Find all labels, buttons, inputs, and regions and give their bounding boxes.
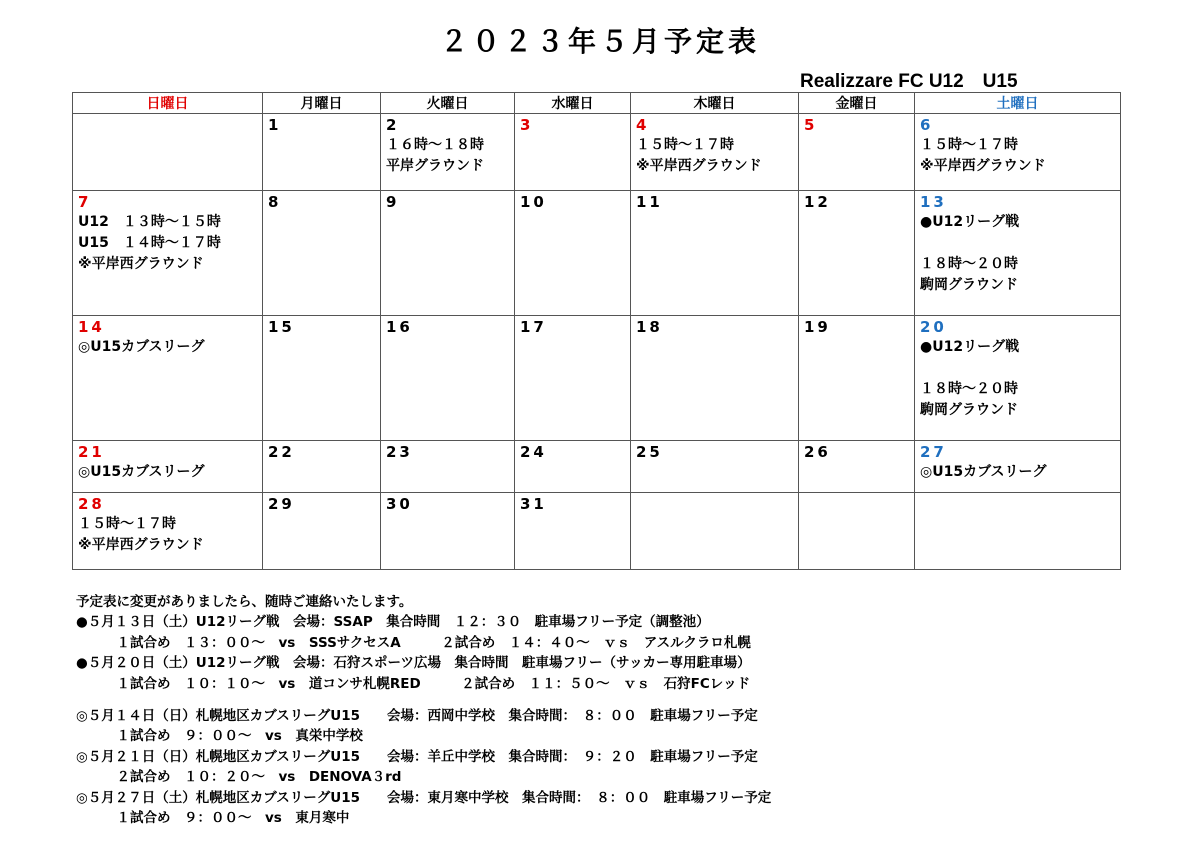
calendar-day-cell bbox=[515, 493, 631, 570]
calendar-day-cell bbox=[915, 441, 1121, 493]
weekday-header-tuesday: 火曜日 bbox=[381, 93, 515, 114]
calendar-day-cell bbox=[73, 493, 263, 570]
calendar-day-cell bbox=[263, 315, 381, 440]
day-number: 6 bbox=[920, 116, 934, 134]
day-number: 26 bbox=[804, 443, 831, 462]
day-number: 23 bbox=[386, 443, 413, 462]
calendar-day-cell bbox=[799, 441, 915, 493]
day-event-line: １５時～１７時 bbox=[78, 516, 176, 533]
calendar-day-cell bbox=[631, 315, 799, 440]
calendar-day-cell bbox=[631, 114, 799, 191]
schedule-note-line: ●５月１３日（土）U12リーグ戦 会場：SSAP 集合時間 １２：３０ 駐車場フリー予定（調整池） bbox=[76, 614, 710, 631]
weekday-header-wednesday: 水曜日 bbox=[515, 93, 631, 114]
day-number: 27 bbox=[920, 443, 947, 462]
weekday-header-monday: 月曜日 bbox=[263, 93, 381, 114]
day-event-line: １８時～２０時 bbox=[920, 255, 1018, 272]
calendar-day-cell bbox=[515, 315, 631, 440]
calendar-day-cell bbox=[915, 315, 1121, 440]
schedule-note-line: ◎５月１４日（日）札幌地区カブスリーグU15 会場：西岡中学校 集合時間： ８：００ 駐車場フリー予定 bbox=[76, 708, 758, 725]
day-event-line: ※平岸西グラウンド bbox=[78, 537, 204, 554]
calendar-day-cell bbox=[381, 114, 515, 191]
calendar-day-cell bbox=[73, 441, 263, 493]
day-number: 28 bbox=[78, 495, 105, 514]
day-number bbox=[78, 116, 257, 135]
calendar-week-row bbox=[73, 441, 1121, 493]
day-event-line: U12 １３時～１５時 bbox=[78, 213, 221, 230]
day-number: 25 bbox=[636, 443, 663, 462]
calendar-day-cell bbox=[263, 190, 381, 315]
day-number: 19 bbox=[804, 317, 831, 336]
day-number: 5 bbox=[804, 116, 818, 134]
day-number: 20 bbox=[920, 317, 947, 336]
schedule-note-line: ●５月２０日（土）U12リーグ戦 会場：石狩スポーツ広場 集合時間 駐車場フリー（サッカー専用駐車場） bbox=[76, 655, 751, 672]
day-event-line: ※平岸西グラウンド bbox=[78, 255, 204, 272]
calendar-day-cell bbox=[263, 114, 381, 191]
calendar-week-row bbox=[73, 114, 1121, 191]
day-number: 9 bbox=[386, 192, 400, 211]
calendar-body bbox=[73, 114, 1121, 570]
schedule-note-line: ２試合め １０：２０～ vs DENOVA３rd bbox=[76, 769, 402, 786]
day-number: 7 bbox=[78, 192, 92, 211]
day-event-line: ※平岸西グラウンド bbox=[920, 158, 1046, 174]
day-event-line: ◎U15カブスリーグ bbox=[920, 464, 1047, 481]
calendar-day-cell bbox=[263, 493, 381, 570]
calendar-day-cell bbox=[73, 190, 263, 315]
day-number: 17 bbox=[520, 317, 547, 336]
weekday-header-saturday: 土曜日 bbox=[915, 93, 1121, 114]
weekday-header-sunday: 日曜日 bbox=[73, 93, 263, 114]
day-number: 15 bbox=[268, 317, 295, 336]
day-number: 24 bbox=[520, 443, 547, 462]
day-number: 3 bbox=[520, 116, 534, 134]
day-number: 14 bbox=[78, 317, 105, 336]
day-number: 30 bbox=[386, 495, 413, 514]
weekday-header-thursday: 木曜日 bbox=[631, 93, 799, 114]
day-event-line bbox=[920, 233, 1115, 254]
calendar-day-cell bbox=[73, 315, 263, 440]
calendar-day-cell bbox=[631, 441, 799, 493]
calendar-day-cell bbox=[381, 190, 515, 315]
day-number: 31 bbox=[520, 495, 547, 514]
day-event-line: ◎U15カブスリーグ bbox=[78, 464, 205, 481]
day-event-line: １６時～１８時 bbox=[386, 137, 484, 153]
weekday-header-friday: 金曜日 bbox=[799, 93, 915, 114]
day-event-line: １５時～１７時 bbox=[636, 137, 734, 153]
schedule-note-line: ◎５月２７日（土）札幌地区カブスリーグU15 会場：東月寒中学校 集合時間： ８：００ 駐車場フリー予定 bbox=[76, 789, 772, 806]
schedule-note-line: １試合め ９：００～ vs 真栄中学校 bbox=[76, 728, 363, 745]
page-title: ２０２３年５月予定表 bbox=[439, 25, 760, 58]
schedule-note-line bbox=[76, 694, 771, 706]
schedule-note-line: 予定表に変更がありましたら、随時ご連絡いたします。 bbox=[76, 594, 413, 610]
calendar-week-row bbox=[73, 190, 1121, 315]
schedule-note-line: １試合め ９：００～ vs 東月寒中 bbox=[76, 810, 350, 827]
calendar-day-cell bbox=[381, 315, 515, 440]
day-number bbox=[804, 495, 909, 514]
calendar-table bbox=[72, 92, 1121, 570]
calendar-day-cell bbox=[799, 493, 915, 570]
day-number: 16 bbox=[386, 317, 413, 336]
day-number: 21 bbox=[78, 443, 105, 462]
day-number: 2 bbox=[386, 116, 400, 134]
day-event-line: ※平岸西グラウンド bbox=[636, 158, 762, 174]
day-number bbox=[636, 495, 793, 514]
schedule-note-line: ◎５月２１日（日）札幌地区カブスリーグU15 会場：羊丘中学校 集合時間： ９：２０ 駐車場フリー予定 bbox=[76, 748, 758, 765]
day-event-line: 平岸グラウンド bbox=[386, 158, 484, 174]
day-event-line: ●U12リーグ戦 bbox=[920, 338, 1020, 355]
calendar-week-row bbox=[73, 315, 1121, 440]
day-number: 1 bbox=[268, 116, 282, 134]
calendar-day-cell bbox=[915, 190, 1121, 315]
day-event-line: 駒岡グラウンド bbox=[920, 401, 1018, 418]
day-number: 22 bbox=[268, 443, 295, 462]
day-event-line: １８時～２０時 bbox=[920, 380, 1018, 397]
calendar-day-cell bbox=[515, 114, 631, 191]
calendar-day-cell bbox=[799, 114, 915, 191]
calendar-day-cell bbox=[381, 441, 515, 493]
calendar-day-cell bbox=[799, 315, 915, 440]
day-event-line: １５時～１７時 bbox=[920, 137, 1018, 153]
club-name: Realizzare FC U12 U15 bbox=[800, 71, 1018, 92]
calendar-week-row bbox=[73, 493, 1121, 570]
calendar-day-cell bbox=[515, 190, 631, 315]
day-event-line: ●U12リーグ戦 bbox=[920, 213, 1020, 230]
calendar-day-cell bbox=[263, 441, 381, 493]
day-number: 18 bbox=[636, 317, 663, 336]
day-number: 12 bbox=[804, 192, 831, 211]
day-event-line: ◎U15カブスリーグ bbox=[78, 338, 205, 355]
day-number bbox=[920, 495, 1115, 514]
day-number: 10 bbox=[520, 192, 547, 211]
schedule-note-line: １試合め １３：００～ vs SSSサクセスA ２試合め １４：４０～ ｖｓ アスルクラロ札幌 bbox=[76, 634, 751, 651]
day-number: 4 bbox=[636, 116, 650, 134]
weekday-header-row bbox=[73, 93, 1121, 114]
day-number: 13 bbox=[920, 192, 947, 211]
calendar-day-cell bbox=[631, 493, 799, 570]
day-number: 29 bbox=[268, 495, 295, 514]
day-event-line: U15 １４時～１７時 bbox=[78, 234, 221, 251]
day-number: 11 bbox=[636, 192, 663, 211]
calendar-day-cell bbox=[381, 493, 515, 570]
day-event-line: 駒岡グラウンド bbox=[920, 276, 1018, 293]
calendar-day-cell bbox=[915, 493, 1121, 570]
schedule-note-line: １試合め １０：１０～ vs 道コンサ札幌RED ２試合め １１：５０～ ｖｓ 石狩FCレッド bbox=[76, 675, 751, 692]
calendar-day-cell bbox=[515, 441, 631, 493]
day-number: 8 bbox=[268, 192, 282, 211]
calendar-day-cell bbox=[915, 114, 1121, 191]
notes-section bbox=[76, 592, 771, 828]
day-event-line bbox=[920, 358, 1115, 379]
calendar-day-cell bbox=[799, 190, 915, 315]
calendar-day-cell bbox=[73, 114, 263, 191]
calendar-day-cell bbox=[631, 190, 799, 315]
